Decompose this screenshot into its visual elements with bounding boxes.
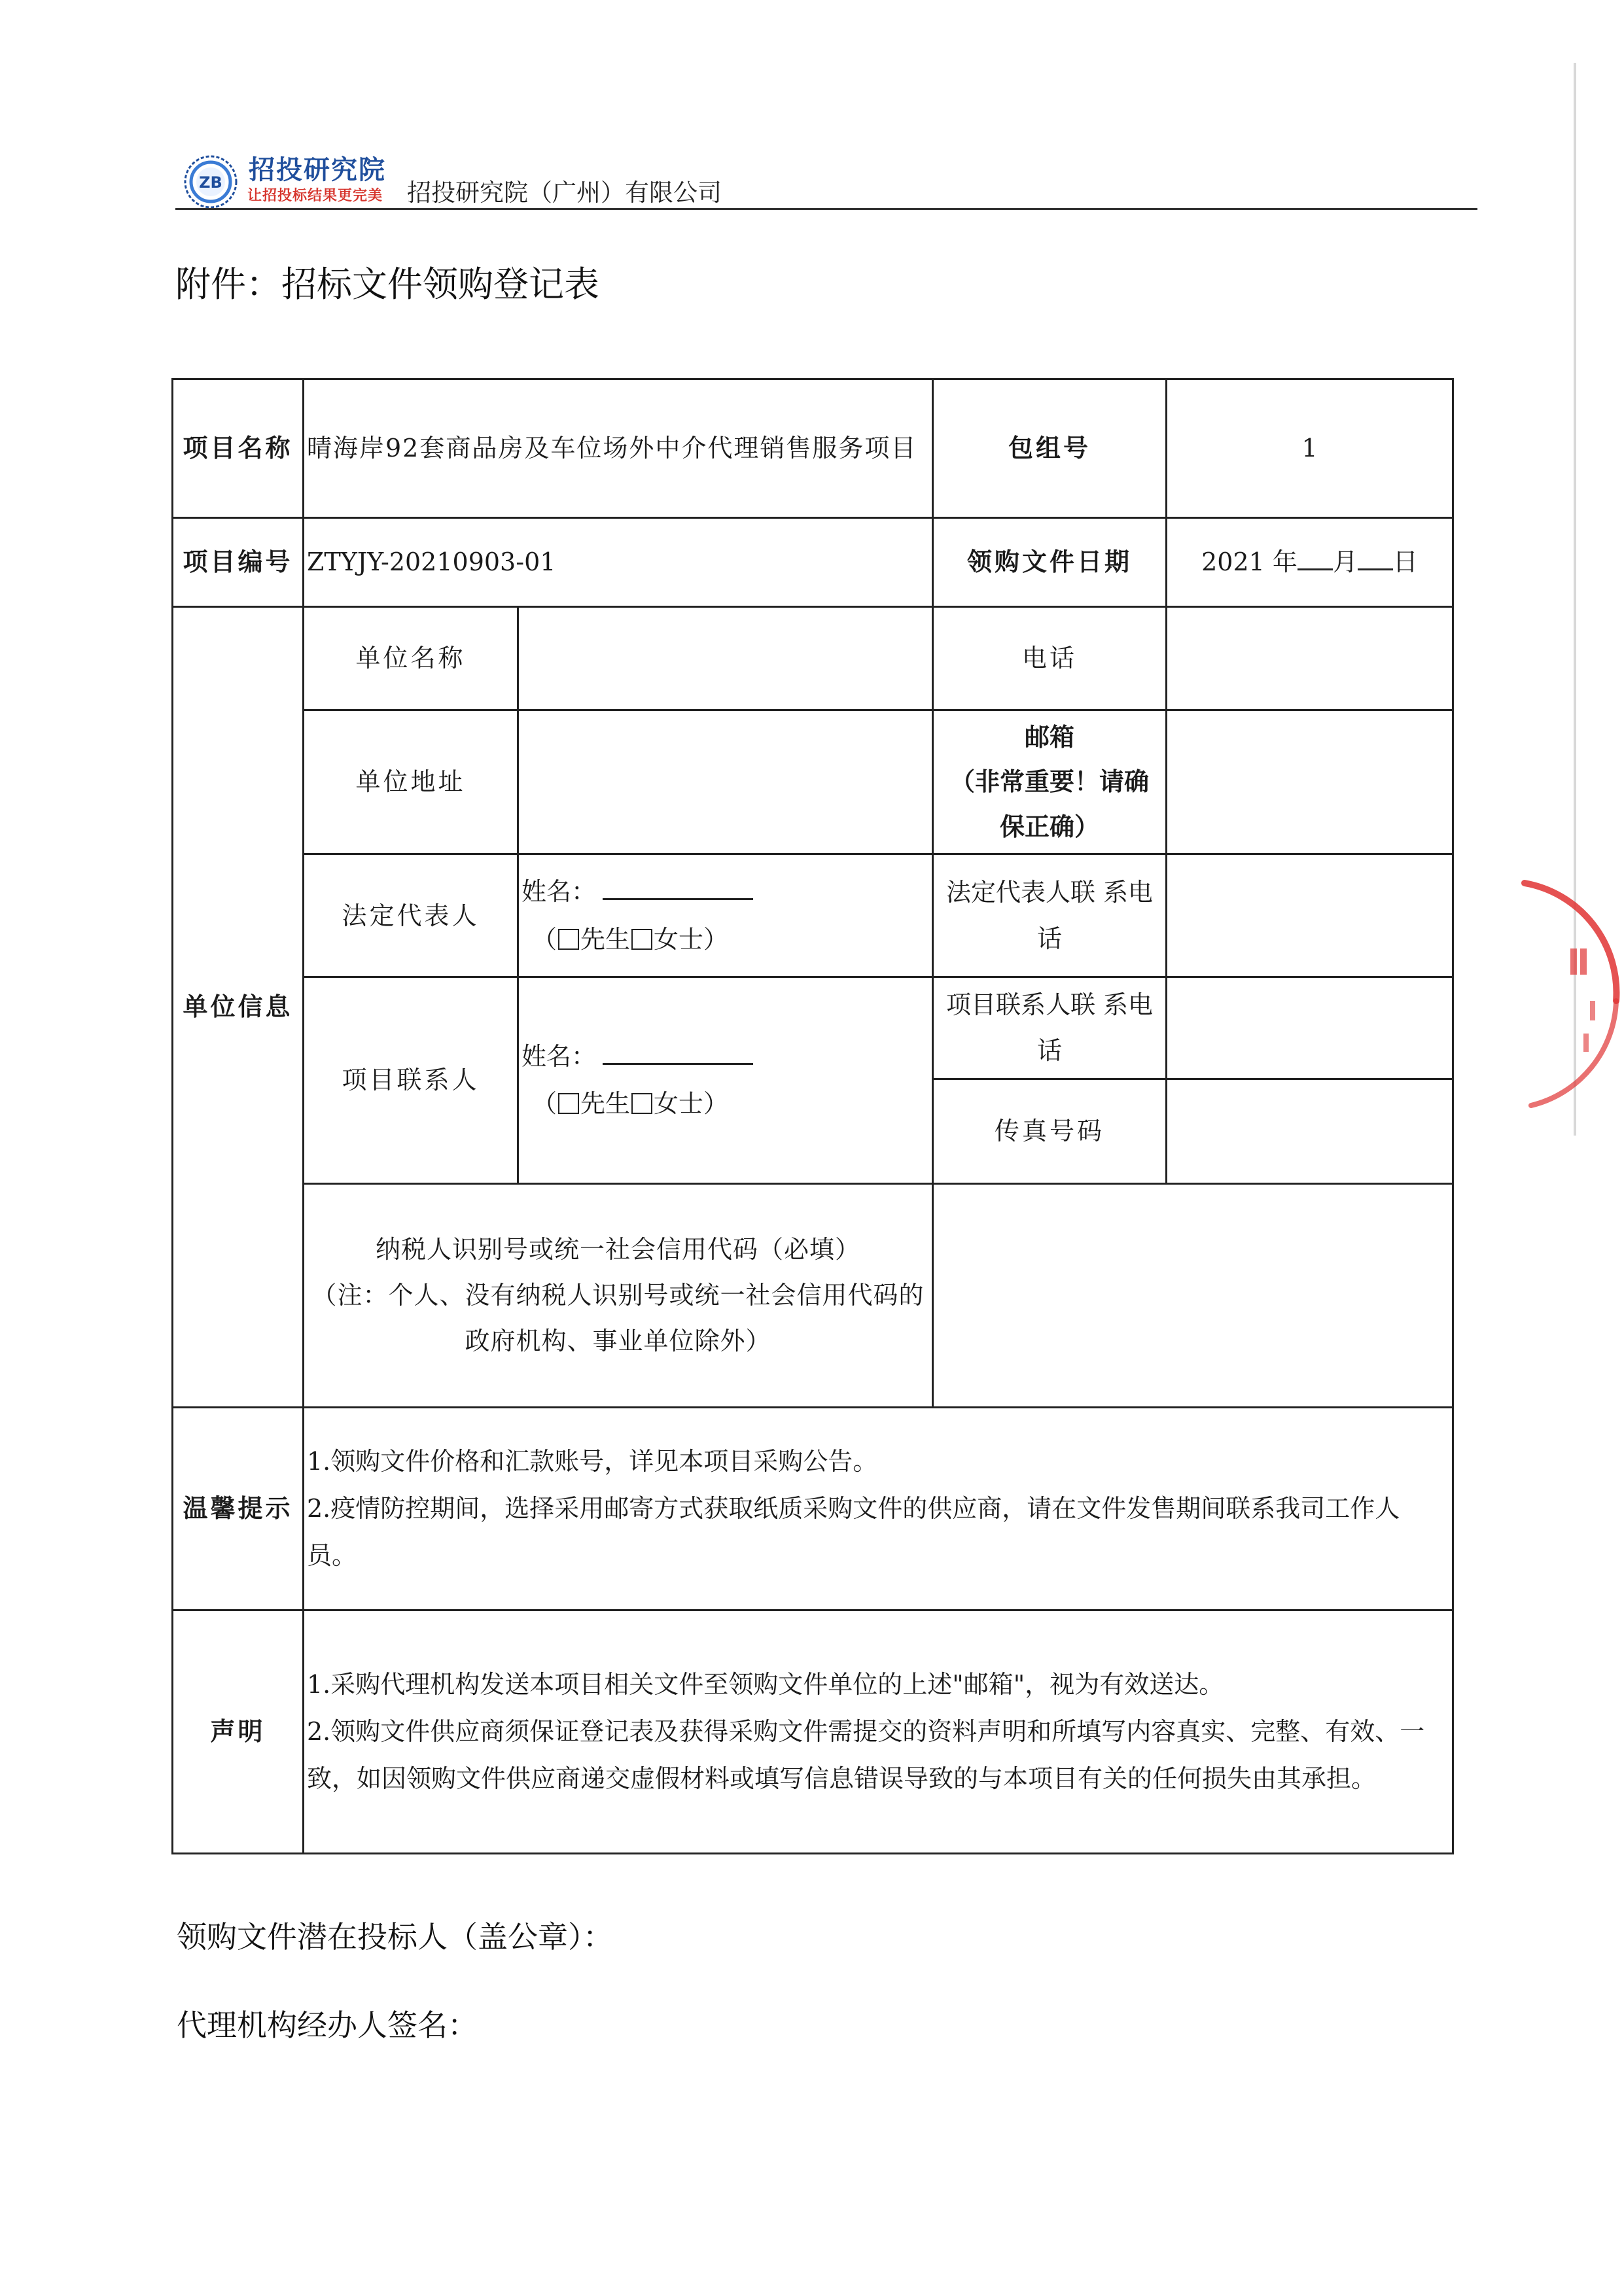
date-year: 2021 年 bbox=[1201, 548, 1297, 577]
ms-label: 女士 bbox=[654, 924, 704, 954]
tip-item: 1.领购文件价格和汇款账号，详见本项目采购公告。 bbox=[307, 1446, 878, 1476]
legal-rep-label: 法定代表人 bbox=[304, 854, 518, 977]
purchase-date-label: 领购文件日期 bbox=[933, 518, 1167, 607]
contact-phone-input[interactable] bbox=[1167, 977, 1453, 1079]
email-label: 邮箱 bbox=[1025, 722, 1075, 752]
unit-info-label: 单位信息 bbox=[173, 607, 304, 1408]
purchase-date-field[interactable] bbox=[1167, 518, 1453, 607]
zb-logo-icon bbox=[183, 154, 238, 209]
package-value[interactable]: 1 bbox=[1167, 379, 1453, 518]
unit-name-input[interactable] bbox=[518, 607, 933, 710]
statement-label: 声明 bbox=[173, 1610, 304, 1853]
statement-content bbox=[304, 1610, 1453, 1853]
contact-mr-checkbox[interactable] bbox=[558, 1093, 579, 1114]
project-no-row bbox=[173, 518, 1453, 607]
fax-input[interactable] bbox=[1167, 1079, 1453, 1183]
tips-row bbox=[173, 1407, 1453, 1610]
logo-slogan: 让招投标结果更完美 bbox=[247, 188, 383, 204]
date-day: 日 bbox=[1392, 548, 1418, 577]
project-name-row bbox=[173, 379, 1453, 518]
contact-row-a bbox=[173, 977, 1453, 1079]
unit-name-row bbox=[173, 607, 1453, 710]
email-input[interactable] bbox=[1167, 710, 1453, 854]
contact-field bbox=[518, 977, 933, 1184]
tax-title: 纳税人识别号或统一社会信用代码（必填） bbox=[376, 1234, 861, 1264]
month-blank[interactable] bbox=[1297, 549, 1333, 570]
contact-ms-checkbox[interactable] bbox=[631, 1093, 652, 1114]
letterhead bbox=[175, 143, 1477, 211]
unit-address-label: 单位地址 bbox=[304, 710, 518, 854]
name-prefix: 姓名： bbox=[521, 877, 597, 907]
tips-content bbox=[304, 1407, 1453, 1610]
legal-rep-name-blank[interactable] bbox=[603, 878, 753, 900]
statement-row bbox=[173, 1610, 1453, 1853]
tip-item: 2.疫情防控期间，选择采用邮寄方式获取纸质采购文件的供应商，请在文件发售期间联系我司工作人员。 bbox=[307, 1494, 1400, 1571]
legal-rep-field bbox=[518, 854, 933, 977]
tax-code-input[interactable] bbox=[933, 1183, 1453, 1407]
contact-gender: （ 先生 女士） bbox=[532, 1089, 729, 1119]
bidder-seal-line: 领购文件潜在投标人（盖公章）： bbox=[177, 1919, 613, 1955]
contact-phone-label: 项目联系人联 系电话 bbox=[933, 977, 1167, 1079]
tips-label: 温馨提示 bbox=[173, 1407, 304, 1610]
tax-row bbox=[173, 1183, 1453, 1407]
tax-note: （注：个人、没有纳税人识别号或统一社会信用代码的政府机构、事业单位除外） bbox=[311, 1281, 925, 1356]
logo-badge-text: ZB bbox=[199, 173, 222, 192]
project-no-value[interactable]: ZTYJY-20210903-01 bbox=[304, 518, 933, 607]
email-label-cell bbox=[933, 710, 1167, 854]
statement-item: 1.采购代理机构发送本项目相关文件至领购文件单位的上述"邮箱"，视为有效送达。 bbox=[307, 1669, 1224, 1699]
project-name-value[interactable]: 晴海岸92套商品房及车位场外中介代理销售服务项目 bbox=[304, 379, 933, 518]
red-seal-stamp-icon bbox=[1505, 870, 1624, 1145]
header-divider bbox=[175, 208, 1477, 210]
unit-address-row bbox=[173, 710, 1453, 854]
legal-rep-name-line bbox=[521, 868, 925, 915]
mr-checkbox[interactable] bbox=[558, 929, 579, 950]
date-month: 月 bbox=[1332, 548, 1358, 577]
unit-address-input[interactable] bbox=[518, 710, 933, 854]
statement-item: 2.领购文件供应商须保证登记表及获得采购文件需提交的资料声明和所填写内容真实、完整、有效、一致，如因领购文件供应商递交虚假材料或填写信息错误导致的与本项目有关的任何损失由其承担。 bbox=[307, 1717, 1425, 1794]
contact-name-blank[interactable] bbox=[603, 1043, 753, 1065]
legal-rep-row bbox=[173, 854, 1453, 977]
mr-label: 先生 bbox=[580, 1089, 631, 1119]
legal-rep-phone-label: 法定代表人联 系电话 bbox=[933, 854, 1167, 977]
legal-rep-phone-input[interactable] bbox=[1167, 854, 1453, 977]
project-name-label: 项目名称 bbox=[173, 379, 304, 518]
agent-signature-line: 代理机构经办人签名： bbox=[177, 2008, 478, 2043]
name-prefix: 姓名： bbox=[521, 1042, 597, 1071]
mr-label: 先生 bbox=[580, 924, 631, 954]
company-name: 招投研究院（广州）有限公司 bbox=[407, 179, 722, 207]
page-title: 附件：招标文件领购登记表 bbox=[175, 264, 599, 305]
logo-name: 招投研究院 bbox=[249, 155, 386, 185]
registration-form bbox=[171, 378, 1454, 1854]
ms-label: 女士 bbox=[654, 1089, 704, 1119]
contact-label: 项目联系人 bbox=[304, 977, 518, 1184]
project-no-label: 项目编号 bbox=[173, 518, 304, 607]
tax-label-cell bbox=[304, 1183, 933, 1407]
email-note: （非常重要！请确保正确） bbox=[950, 767, 1150, 841]
legal-rep-gender: （ 先生 女士） bbox=[532, 924, 729, 954]
ms-checkbox[interactable] bbox=[631, 929, 652, 950]
day-blank[interactable] bbox=[1358, 549, 1393, 570]
package-label: 包组号 bbox=[933, 379, 1167, 518]
phone-input[interactable] bbox=[1167, 607, 1453, 710]
phone-label: 电话 bbox=[933, 607, 1167, 710]
contact-name-line bbox=[521, 1033, 925, 1080]
unit-name-label: 单位名称 bbox=[304, 607, 518, 710]
fax-label: 传真号码 bbox=[933, 1079, 1167, 1183]
